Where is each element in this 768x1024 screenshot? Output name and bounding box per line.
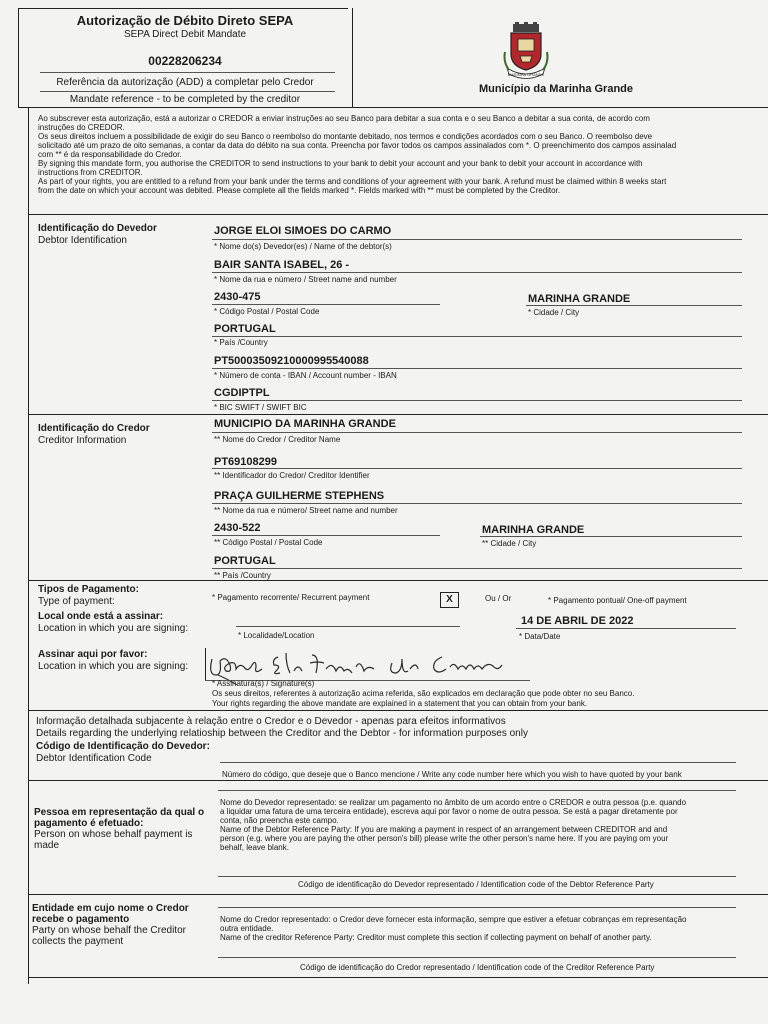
debtor-bic-label: * BIC SWIFT / SWIFT BIC [214, 403, 307, 412]
info-line-pt: Informação detalhada subjacente à relação entre o Credor e o Devedor - apenas para efeitos informativos [36, 716, 506, 727]
location-label: * Localidade/Location [238, 631, 315, 640]
debtor-street-label: * Nome da rua e número / Street name and number [214, 275, 397, 284]
form-subtitle: SEPA Direct Debit Mandate [123, 29, 247, 40]
creditor-name-value: MUNICIPIO DA MARINHA GRANDE [214, 418, 396, 430]
entity-heading-pt-2: recebe o pagamento [32, 914, 130, 925]
debtor-code-heading-en: Debtor Identification Code [36, 753, 152, 764]
entity-heading-en-2: collects the payment [32, 936, 124, 947]
rights-text-pt: Os seus direitos, referentes à autorização acima referida, são explicados em declaração que pode obter no seu Banco. [212, 689, 635, 698]
debtor-street-value[interactable]: BAIR SANTA ISABEL, 26 - [214, 259, 350, 271]
debtor-postal-value[interactable]: 2430-475 [214, 291, 261, 303]
debtor-country-label: * País /Country [214, 338, 268, 347]
party-heading-pt-2: pagamento é efetuado: [34, 818, 144, 829]
creditor-id-label: ** Identificador do Credor/ Creditor Identifier [214, 471, 370, 480]
debtor-city-label: * Cidade / City [528, 308, 580, 317]
party-heading-pt-1: Pessoa em representação da qual o [34, 807, 205, 818]
creditor-postal-label: ** Código Postal / Postal Code [214, 538, 323, 547]
debtor-iban-value[interactable]: PT50003509210000995540088 [214, 355, 369, 367]
location-heading-en: Location in which you are signing: [38, 623, 189, 634]
date-label: * Data/Date [519, 632, 561, 641]
creditor-street-label: ** Nome da rua e número/ Street name and number [214, 506, 398, 515]
creditor-id-value: PT69108299 [214, 456, 277, 468]
debtor-city-value[interactable]: MARINHA GRANDE [528, 293, 631, 305]
debtor-code-input[interactable] [220, 748, 736, 762]
debtor-heading-en: Debtor Identification [38, 235, 127, 246]
signature-heading-pt: Assinar aqui por favor: [38, 649, 148, 660]
debtor-country-value[interactable]: PORTUGAL [214, 323, 276, 335]
creditor-postal-value: 2430-522 [214, 522, 261, 534]
oneoff-payment-label: * Pagamento pontual/ One-off payment [548, 596, 687, 605]
intro-text: Ao subscrever esta autorização, está a autorizar o CREDOR a enviar instruções ao seu Banco para debitar a sua conta e o seu Banco a debitar a sua conta, de acordo com instruções do CREDOR. Os seus direitos incluem a possibilidade de exigir do seu Banco o reembolso do montante debitado, nos termos e condições acordados com o seu Banco. O reembolso deve solicitado até um prazo de oito semanas, a contar da data do débito na sua conta. Preencha por favor todos os campos assinalados com *. O preenchimento dos campos assinalad com ** é da responsabilidade do Credor. By signing this mandate form, you authorise the CREDITOR to send instructions to your bank to debit your account and your bank to debit your account in accordance with instructions from CREDITOR. As part of your rights, you are entitled to a refund from your bank under the terms and conditions of your agreement with your bank. A refund must be claimed within 8 weeks start from the date on which your account was debited. Please complete all the fields marked *. Fields marked with ** must be completed by the Creditor. [38, 114, 677, 195]
creditor-city-value: MARINHA GRANDE [482, 524, 585, 536]
recurrent-payment-label: * Pagamento recorrente/ Recurrent payment [212, 593, 370, 602]
payment-type-heading-en: Type of payment: [38, 596, 115, 607]
party-heading-en-1: Person on whose behalf payment is [34, 829, 193, 840]
entity-heading-pt-1: Entidade em cujo nome o Credor [32, 903, 189, 914]
entity-heading-en-1: Party on whose behalf the Creditor [32, 925, 186, 936]
municipality-name: Município da Marinha Grande [479, 83, 634, 95]
rights-text-en: Your rights regarding the above mandate are explained in a statement that you can obtain from your bank. [212, 699, 588, 708]
or-label: Ou / Or [485, 594, 512, 603]
debtor-postal-label: * Código Postal / Postal Code [214, 307, 320, 316]
entity-description: Nome do Credor representado: o Credor deve fornecer esta informação, sempre que estiver a efetuar cobranças em representação outra entidade. Name of the creditor Reference Party: Creditor must complete this section if collecting payment on behalf of another party. [220, 915, 687, 942]
crest-banner-text: MARINHA GRANDE [507, 72, 545, 77]
debtor-heading-pt: Identificação do Devedor [38, 223, 157, 234]
entity-code-input[interactable] [218, 943, 736, 957]
signature-label: * Assinatura(s) / Signature(s) [212, 679, 315, 688]
party-code-input[interactable] [218, 862, 736, 876]
mandate-reference-label-en: Mandate reference - to be completed by the creditor [69, 94, 301, 105]
mandate-reference-label-pt: Referência da autorização (ADD) a completar pelo Credor [56, 77, 314, 88]
payment-type-heading-pt: Tipos de Pagamento: [38, 584, 139, 595]
mandate-reference-number: 00228206234 [148, 54, 222, 68]
creditor-heading-pt: Identificação do Credor [38, 423, 150, 434]
form-title: Autorização de Débito Direto SEPA [76, 13, 294, 28]
signature-heading-en: Location in which you are signing: [38, 661, 189, 672]
creditor-country-label: ** País /Country [214, 571, 271, 580]
creditor-country-value: PORTUGAL [214, 555, 276, 567]
date-value[interactable]: 14 DE ABRIL DE 2022 [521, 615, 634, 627]
debtor-code-label: Número do código, que deseje que o Banco mencione / Write any code number here which you wish to have quoted by your bank [222, 770, 682, 779]
info-line-en: Details regarding the underlying relatioship between the Creditor and the Debtor - for information purposes only [36, 728, 528, 739]
debtor-iban-label: * Número de conta - IBAN / Account number - IBAN [214, 371, 397, 380]
location-heading-pt: Local onde está a assinar: [38, 611, 164, 622]
creditor-city-label: ** Cidade / City [482, 539, 537, 548]
recurrent-payment-checkbox[interactable]: X [440, 592, 459, 608]
party-description: Nome do Devedor representado: se realizar um pagamento no âmbito de um acordo entre o CREDOR e outra pessoa (p.e. quando a liquidar uma fatura de uma terceira entidade), escreva aqui por favor o nome de outra pessoa. Se está a pagar diretamente por conta, não preencha este campo. Name of the Debtor Reference Party: If you are making a payment in respect of an arrangement between CREDITOR and and person (e.g. where you are paying the other person's bill) please write the other person's name here. If you are paying om your behalf, leave blank. [220, 798, 687, 852]
debtor-name-label: * Nome do(s) Devedor(es) / Name of the debtor(s) [214, 242, 392, 251]
debtor-name-value[interactable]: JORGE ELOI SIMOES DO CARMO [214, 225, 392, 237]
creditor-name-label: ** Nome do Credor / Creditor Name [214, 435, 341, 444]
creditor-street-value: PRAÇA GUILHERME STEPHENS [214, 490, 385, 502]
debtor-code-heading-pt: Código de Identificação do Devedor: [36, 741, 210, 752]
party-code-label: Código de identificação do Devedor representado / Identification code of the Debtor Reference Party [298, 880, 654, 889]
creditor-heading-en: Creditor Information [38, 435, 127, 446]
entity-code-label: Código de identificação do Credor representado / Identification code of the Creditor Reference Party [300, 963, 655, 972]
location-input[interactable] [236, 612, 460, 626]
debtor-bic-value[interactable]: CGDIPTPL [214, 387, 270, 399]
party-heading-en-2: made [34, 840, 60, 851]
